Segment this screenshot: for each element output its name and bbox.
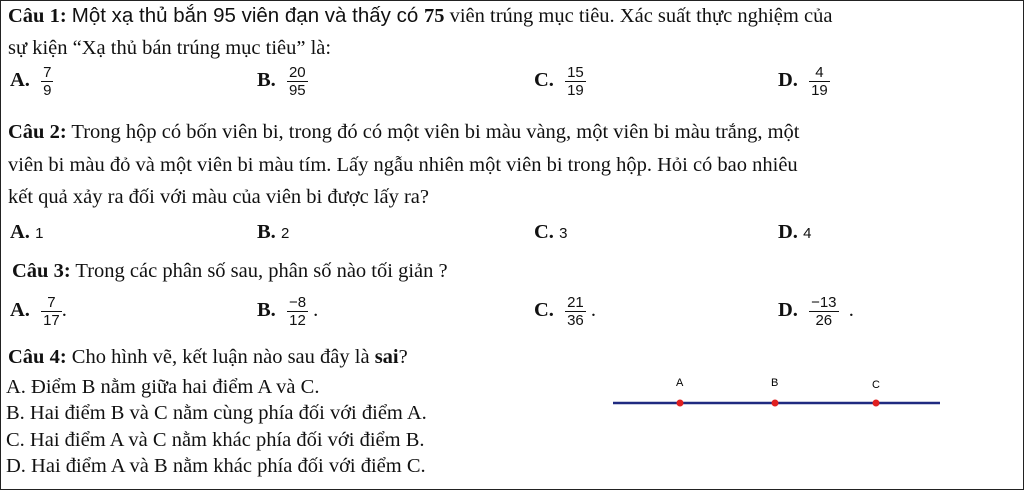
q4-line bbox=[8, 345, 408, 369]
q4-text-end: ? bbox=[398, 346, 408, 368]
option-end: . bbox=[61, 299, 67, 322]
option-letter: D. bbox=[778, 299, 798, 322]
q2-text-a: Trong hộp có bốn viên bi, trong đó có một viên bi màu vàng, một viên bi màu trắng, một bbox=[66, 121, 800, 143]
q1-text-b: viên trúng mục tiêu. Xác suất thực nghiệm của bbox=[444, 5, 833, 27]
q2-line1 bbox=[8, 120, 799, 144]
option-letter: B. bbox=[257, 221, 276, 243]
point-a-label: A bbox=[676, 377, 684, 389]
fraction: $\frac{15}{19}$ bbox=[567, 64, 584, 99]
point-b bbox=[772, 400, 779, 407]
q2-option-c[interactable] bbox=[534, 220, 567, 246]
q4-option-c[interactable]: C. Hai điểm A và C nằm khác phía đối với điểm B. bbox=[6, 429, 425, 451]
fraction: $\frac{20}{95}$ bbox=[288, 64, 306, 99]
q4-label: Câu 4: bbox=[8, 346, 67, 368]
q4-option-d[interactable]: D. Hai điểm A và B nằm khác phía đối với điểm C. bbox=[6, 455, 426, 477]
option-value: 4 bbox=[803, 225, 812, 242]
q2-option-d[interactable] bbox=[778, 220, 811, 246]
fraction: $\frac{21}{36}$ bbox=[567, 294, 584, 329]
q2-line2: viên bi màu đỏ và một viên bi màu tím. Lấy ngẫu nhiên một viên bi trong hộp. Hỏi có bao nhiêu bbox=[8, 154, 798, 176]
q2-line3: kết quả xảy ra đối với màu của viên bi được lấy ra? bbox=[8, 186, 430, 208]
q3-option-b[interactable] bbox=[257, 294, 318, 329]
q1-option-a[interactable] bbox=[10, 64, 53, 99]
q1-line1 bbox=[8, 4, 832, 28]
q4-option-a[interactable]: A. Điểm B nằm giữa hai điểm A và C. bbox=[6, 376, 320, 398]
q3-option-d[interactable] bbox=[778, 294, 854, 329]
fraction: $\frac{7}{9}$ bbox=[43, 64, 52, 99]
q1-text-a: Một xạ thủ bắn 95 viên đạn và thấy có bbox=[71, 4, 424, 27]
q3-text: Trong các phân số sau, phân số nào tối giản ? bbox=[70, 260, 448, 282]
q1-count: 75 bbox=[423, 5, 445, 27]
option-letter: C. bbox=[534, 299, 554, 322]
option-value: 2 bbox=[280, 225, 290, 242]
q4-figure bbox=[610, 370, 945, 415]
option-end: . bbox=[590, 299, 596, 322]
q3-option-a[interactable] bbox=[10, 294, 67, 329]
q4-option-b[interactable]: B. Hai điểm B và C nằm cùng phía đối với điểm A. bbox=[6, 402, 427, 424]
q1-option-b[interactable] bbox=[257, 64, 308, 99]
q1-label: Câu 1: bbox=[8, 5, 67, 27]
point-c bbox=[873, 400, 880, 407]
q2-option-b[interactable] bbox=[257, 220, 289, 246]
option-end: . bbox=[848, 299, 854, 322]
option-letter: C. bbox=[534, 69, 554, 92]
option-end: . bbox=[313, 299, 319, 322]
q4-text: Cho hình vẽ, kết luận nào sau đây là bbox=[66, 346, 375, 368]
q2-option-a[interactable] bbox=[10, 220, 43, 246]
option-letter: B. bbox=[257, 69, 276, 92]
option-letter: A. bbox=[10, 221, 30, 243]
point-c-label: C bbox=[872, 379, 880, 391]
q2-label: Câu 2: bbox=[8, 121, 67, 143]
q1-option-c[interactable] bbox=[534, 64, 586, 99]
q3-label: Câu 3: bbox=[12, 260, 71, 282]
option-value: 3 bbox=[559, 225, 568, 242]
q4-emph: sai bbox=[374, 346, 399, 368]
option-letter: B. bbox=[257, 299, 276, 322]
option-letter: C. bbox=[534, 221, 554, 243]
point-a bbox=[677, 400, 684, 407]
fraction: $\frac{7}{17}$ bbox=[43, 294, 60, 329]
fraction: $\frac{-8}{12}$ bbox=[288, 294, 307, 329]
point-b-label: B bbox=[771, 377, 779, 389]
q1-option-d[interactable] bbox=[778, 64, 830, 99]
option-letter: A. bbox=[10, 299, 30, 322]
option-letter: A. bbox=[10, 69, 30, 92]
option-letter: D. bbox=[778, 69, 798, 92]
option-value: 1 bbox=[35, 225, 44, 242]
q3-option-c[interactable] bbox=[534, 294, 596, 329]
q1-line2: sự kiện “Xạ thủ bán trúng mục tiêu” là: bbox=[8, 37, 332, 59]
option-letter: D. bbox=[778, 221, 798, 243]
q3-line bbox=[12, 259, 448, 283]
fraction: $\frac{-13}{26}$ bbox=[811, 294, 837, 329]
fraction: $\frac{4}{19}$ bbox=[811, 64, 828, 99]
